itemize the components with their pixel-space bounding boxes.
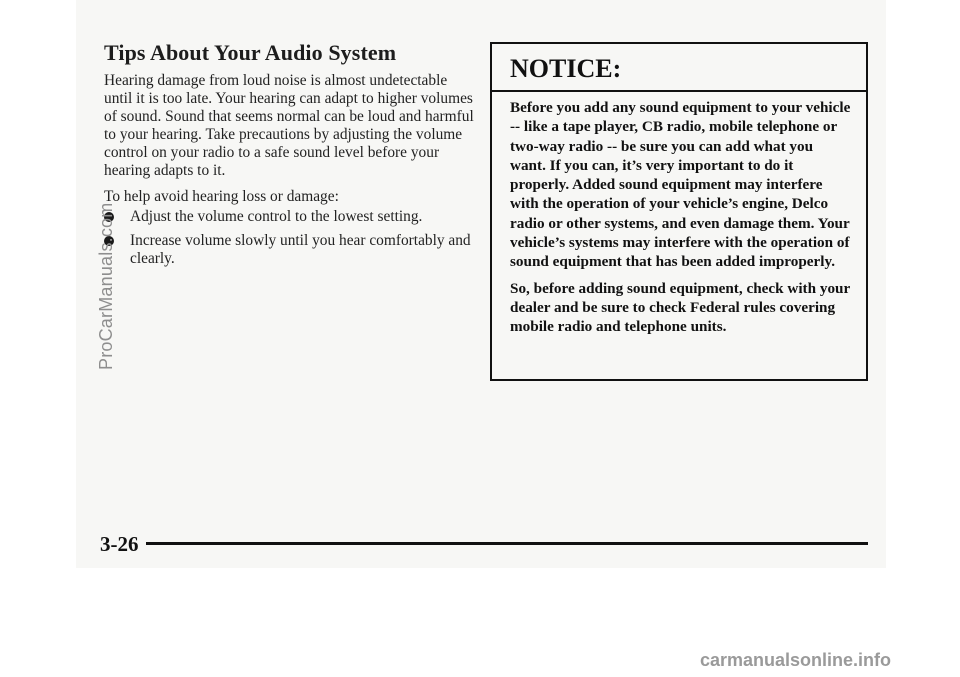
list-item	[104, 232, 476, 268]
footer-rule	[146, 542, 868, 545]
site-footer-link[interactable]: carmanualsonline.info	[700, 650, 892, 670]
notice-box	[490, 42, 868, 381]
page-number: 3-26	[100, 532, 139, 556]
bullet-text: Increase volume slowly until you hear comfortably and clearly.	[130, 232, 471, 267]
intro-paragraph: Hearing damage from loud noise is almost undetectable until it is too late. Your hearing can adapt to higher volumes of sound. Sound that seems normal can be loud and harmful to your hearing. Take precautions by adjusting the volume control on your radio to a safe sound level before your hearing adapts to it.	[104, 72, 474, 179]
bullet-text: Adjust the volume control to the lowest setting.	[130, 208, 423, 225]
bullet-list	[104, 208, 476, 274]
section-heading: Tips About Your Audio System	[104, 40, 397, 65]
notice-paragraph: So, before adding sound equipment, check with your dealer and be sure to check Federal rules covering mobile radio and telephone units.	[510, 279, 850, 336]
list-item	[104, 208, 476, 226]
notice-title: NOTICE:	[492, 44, 866, 92]
notice-body	[492, 92, 866, 337]
watermark: ProCarManuals.com	[96, 202, 116, 370]
help-line: To help avoid hearing loss or damage:	[104, 188, 339, 205]
notice-paragraph: Before you add any sound equipment to your vehicle -- like a tape player, CB radio, mobile telephone or two-way radio -- be sure you can add what you want. If you can, it’s very important to do it properly. Added sound equipment may interfere with the operation of your vehicle’s engine, Delco radio or other systems, and even damage them. Your vehicle’s systems may interfere with the operation of sound equipment that has been added improperly.	[510, 99, 851, 271]
